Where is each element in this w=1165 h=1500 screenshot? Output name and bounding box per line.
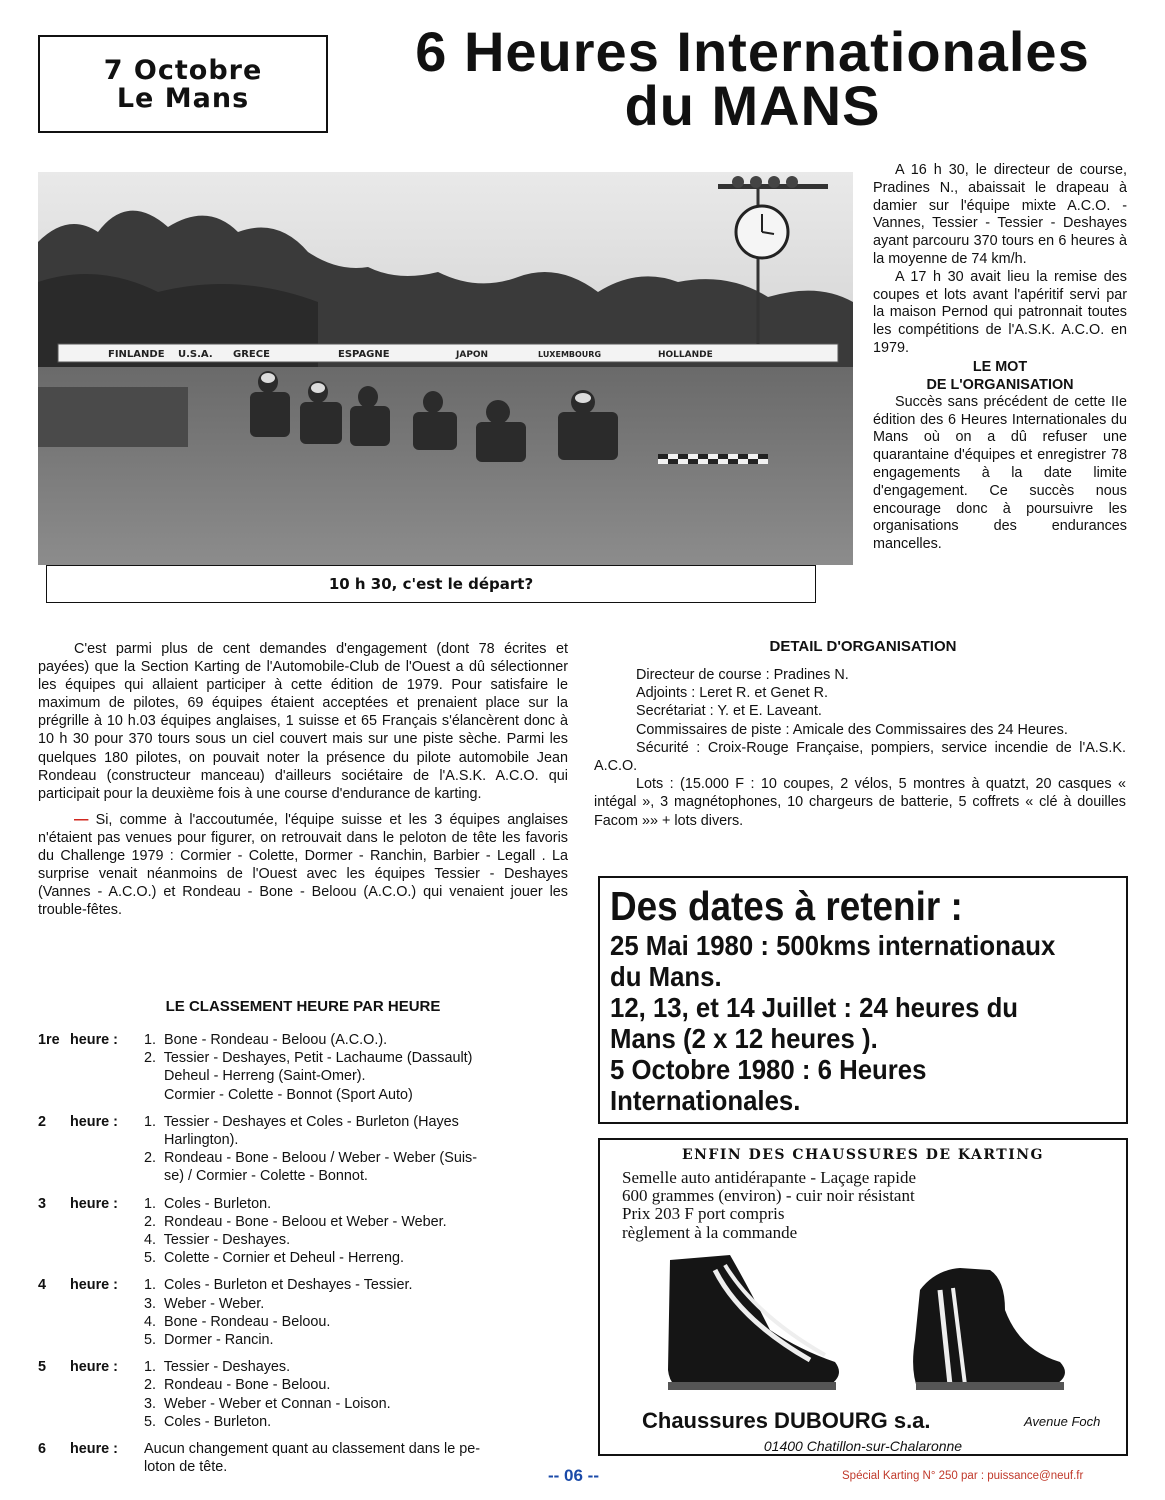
hour-block-5 bbox=[38, 1358, 568, 1431]
section-heading-line-1: LE MOT bbox=[972, 358, 1028, 375]
body-paragraph-2-wrap bbox=[38, 811, 568, 920]
title-line-2: du MANS bbox=[624, 74, 881, 137]
banner-finlande: FINLANDE bbox=[108, 349, 165, 360]
ad-line: règlement à la commande bbox=[622, 1222, 798, 1242]
ranking-line: 3. Weber - Weber. bbox=[144, 1295, 265, 1312]
ranking-line: Cormier - Colette - Bonnot (Sport Auto) bbox=[144, 1086, 413, 1103]
hour-number: 4 bbox=[38, 1277, 47, 1294]
right-shoe-icon bbox=[913, 1268, 1065, 1390]
ad-city: 01400 Chatillon-sur-Chalaronne bbox=[763, 1438, 963, 1454]
hour-block-4 bbox=[38, 1276, 568, 1349]
date-line: 7 Octobre bbox=[103, 55, 263, 86]
ranking-line: 4. Tessier - Deshayes. bbox=[144, 1232, 291, 1249]
detail-line: Secrétariat : Y. et E. Laveant. bbox=[636, 703, 822, 720]
hour-label: heure : bbox=[70, 1359, 118, 1376]
detail-title: DETAIL D'ORGANISATION bbox=[769, 638, 957, 655]
red-dash-mark: — bbox=[74, 811, 89, 828]
ad-street: Avenue Foch bbox=[1024, 1414, 1101, 1429]
ad-line: Semelle auto antidérapante - Laçage rapide bbox=[622, 1168, 917, 1187]
right-paragraph-2: A 17 h 30 avait lieu la remise des coupes et lots avant l'apéritif servi par la maison Pernod qui patronnait toutes les compétitions de l'A.S.K. A.C.O. en 1979. bbox=[873, 268, 1127, 356]
hour-block-1 bbox=[38, 1031, 568, 1104]
date-box bbox=[38, 35, 328, 133]
detail-line: Commissaires de piste : Amicale des Commissaires des 24 Heures. bbox=[636, 721, 1068, 738]
detail-line: Lots : (15.000 F : 10 coupes, 2 vélos, 5 montres à quatzt, 20 casques « intégal », 3 magnétophones, 10 chargeurs de batterie, 5 coffrets « clé à douilles Facom »» + lots divers. bbox=[594, 776, 1126, 829]
banner-espagne: ESPAGNE bbox=[338, 349, 390, 360]
detail-line: Adjoints : Leret R. et Genet R. bbox=[636, 685, 828, 702]
classement-title: LE CLASSEMENT HEURE PAR HEURE bbox=[165, 998, 441, 1015]
title-line-1: 6 Heures Internationales bbox=[415, 20, 1090, 83]
ranking-line: 2. Rondeau - Bone - Beloou / Weber - Weber (Suis- bbox=[144, 1150, 478, 1167]
hour-label: heure : bbox=[70, 1113, 118, 1130]
banner-luxembourg: LUXEMBOURG bbox=[538, 350, 602, 359]
date-entry: 5 Octobre 1980 : 6 Heures Internationales. bbox=[610, 1054, 927, 1116]
ranking-line: Aucun changement quant au classement dans le pe- bbox=[144, 1441, 481, 1458]
location-line: Le Mans bbox=[116, 83, 250, 114]
detail-line: Directeur de course : Pradines N. bbox=[636, 667, 849, 683]
ranking-line: 5. Coles - Burleton. bbox=[144, 1413, 272, 1430]
body-paragraph-1: C'est parmi plus de cent demandes d'engagement (dont 78 écrites et payées) que la Section Karting de l'Automobile-Club de l'Ouest a dû sélectionner les équipes qui allaient participer à cette édition de 1979. Pour satisfaire le maximum de pilotes, 69 équipes étaient acceptées et prenaient place sur la prégrille à 10 h.03 équipes anglaises, 1 suisse et 65 Français s'élancèrent donc à 10 h 30 pour 370 tours sous un ciel couvert mais sur une piste sèche. Parmi les quelques 180 pilotes, on pouvait noter la présence du pilote automobile Jean Rondeau (constructeur manceau) d'ailleurs sociétaire de l'A.S.K. A.C.O. qui participait pour la deuxième fois à une course d'endurance de karting. bbox=[38, 641, 568, 802]
karting-shoes-image bbox=[660, 1250, 1080, 1410]
race-start-photo bbox=[38, 172, 853, 565]
ad-heading: ENFIN DES CHAUSSURES DE KARTING bbox=[681, 1147, 1045, 1163]
ranking-line: 1. Coles - Burleton. bbox=[144, 1195, 272, 1212]
ranking-line: se) / Cormier - Colette - Bonnot. bbox=[144, 1168, 368, 1185]
hour-label: heure : bbox=[70, 1032, 118, 1048]
dates-box bbox=[598, 876, 1128, 1124]
date-entry: 25 Mai 1980 : 500kms internationaux du Mans. bbox=[610, 930, 1056, 992]
ranking-line: 1. Tessier - Deshayes et Coles - Burleton (Hayes bbox=[144, 1113, 459, 1130]
dates-title: Des dates à retenir : bbox=[610, 883, 963, 929]
ranking-line: loton de tête. bbox=[144, 1459, 228, 1476]
hour-number: 6 bbox=[38, 1441, 47, 1458]
hour-block-2 bbox=[38, 1113, 568, 1186]
right-column bbox=[873, 162, 1127, 554]
ranking-line: 5. Dormer - Rancin. bbox=[144, 1332, 274, 1349]
detail-line: Sécurité : Croix-Rouge Française, pompiers, service incendie de l'A.S.K. A.C.O. bbox=[594, 739, 1126, 775]
ranking-line: 5. Colette - Cornier et Deheul - Herreng. bbox=[144, 1250, 404, 1267]
date-entry: 12, 13, et 14 Juillet : 24 heures du Mans (2 x 12 heures ). bbox=[610, 992, 1019, 1054]
section-heading-line-2: DE L'ORGANISATION bbox=[926, 376, 1074, 393]
banner-grece: GRECE bbox=[233, 349, 270, 360]
hour-number: 1re bbox=[38, 1032, 60, 1048]
banner-usa: U.S.A. bbox=[178, 349, 213, 360]
hour-number: 2 bbox=[38, 1113, 47, 1130]
ranking-line: 4. Bone - Rondeau - Beloou. bbox=[144, 1313, 331, 1330]
photo-caption: 10 h 30, c'est le départ? bbox=[46, 565, 816, 603]
ad-description bbox=[622, 1169, 1126, 1242]
hour-number: 3 bbox=[38, 1195, 47, 1212]
ad-line: Prix 203 F port compris bbox=[622, 1204, 785, 1224]
banner-hollande: HOLLANDE bbox=[658, 350, 713, 360]
ranking-line: 1. Coles - Burleton et Deshayes - Tessier. bbox=[144, 1277, 413, 1294]
ranking-line: 2. Rondeau - Bone - Beloou. bbox=[144, 1377, 331, 1394]
ranking-line: Deheul - Herreng (Saint-Omer). bbox=[144, 1068, 366, 1085]
hour-label: heure : bbox=[70, 1277, 118, 1294]
right-paragraph-3: Succès sans précédent de cette IIe édition des 6 Heures Internationales du Mans où on a dû refuser une quarantaine d'équipes et enregistrer 78 engagements à la date limite d'engagement. Ce succès nous encourage donc à poursuivre les organisations des endurances mancelles. bbox=[873, 393, 1127, 553]
footer-credit: Spécial Karting N° 250 par : puissance@neuf.fr bbox=[842, 1470, 1084, 1482]
article-body bbox=[38, 640, 568, 927]
body-paragraph-2: Si, comme à l'accoutumée, l'équipe suisse et les 3 équipes anglaises n'étaient pas venues pour figurer, on retrouvait dans le peloton de tête les favoris du Challenge 1979 : Cormier - Colette, Dormer - Ranchin, Barbier - Legall . La surprise venait néanmoins de l'Ouest avec les équipes Tessier - Deshayes (Vannes - A.C.O.) et Rondeau - Bone - Beloou (A.C.O.) qui venaient jouer les trouble-fêtes. bbox=[38, 811, 568, 919]
ranking-line: 3. Weber - Weber et Connan - Loison. bbox=[144, 1395, 391, 1412]
classement-list bbox=[38, 1031, 568, 1485]
ad-line: 600 grammes (environ) - cuir noir résistant bbox=[622, 1186, 915, 1206]
left-shoe-icon bbox=[668, 1255, 839, 1390]
page-title bbox=[345, 20, 1160, 137]
ranking-line: 1. Bone - Rondeau - Beloou (A.C.O.). bbox=[144, 1032, 388, 1048]
ranking-line: Harlington). bbox=[144, 1132, 239, 1149]
banner-japon: JAPON bbox=[456, 350, 489, 360]
detail-body bbox=[594, 666, 1126, 830]
page-number: -- 06 -- bbox=[548, 1466, 599, 1485]
hour-number: 5 bbox=[38, 1359, 47, 1376]
ranking-line: 2. Tessier - Deshayes, Petit - Lachaume (Dassault) bbox=[144, 1050, 473, 1067]
hour-block-6 bbox=[38, 1440, 568, 1476]
ranking-line: 2. Rondeau - Bone - Beloou et Weber - Weber. bbox=[144, 1213, 447, 1230]
hour-label: heure : bbox=[70, 1441, 118, 1458]
shoe-advertisement bbox=[598, 1138, 1128, 1456]
right-paragraph-1: A 16 h 30, le directeur de course, Pradines N., abaissait le drapeau à damier sur l'équipe mixte A.C.O. - Vannes, Tessier - Tessier - Deshayes ayant parcouru 370 tours en 6 heures à la moyenne de 74 km/h. bbox=[873, 162, 1127, 267]
ad-brand: Chaussures DUBOURG s.a. bbox=[642, 1408, 931, 1433]
hour-label: heure : bbox=[70, 1195, 118, 1212]
ranking-line: 1. Tessier - Deshayes. bbox=[144, 1359, 291, 1376]
hour-block-3 bbox=[38, 1195, 568, 1268]
